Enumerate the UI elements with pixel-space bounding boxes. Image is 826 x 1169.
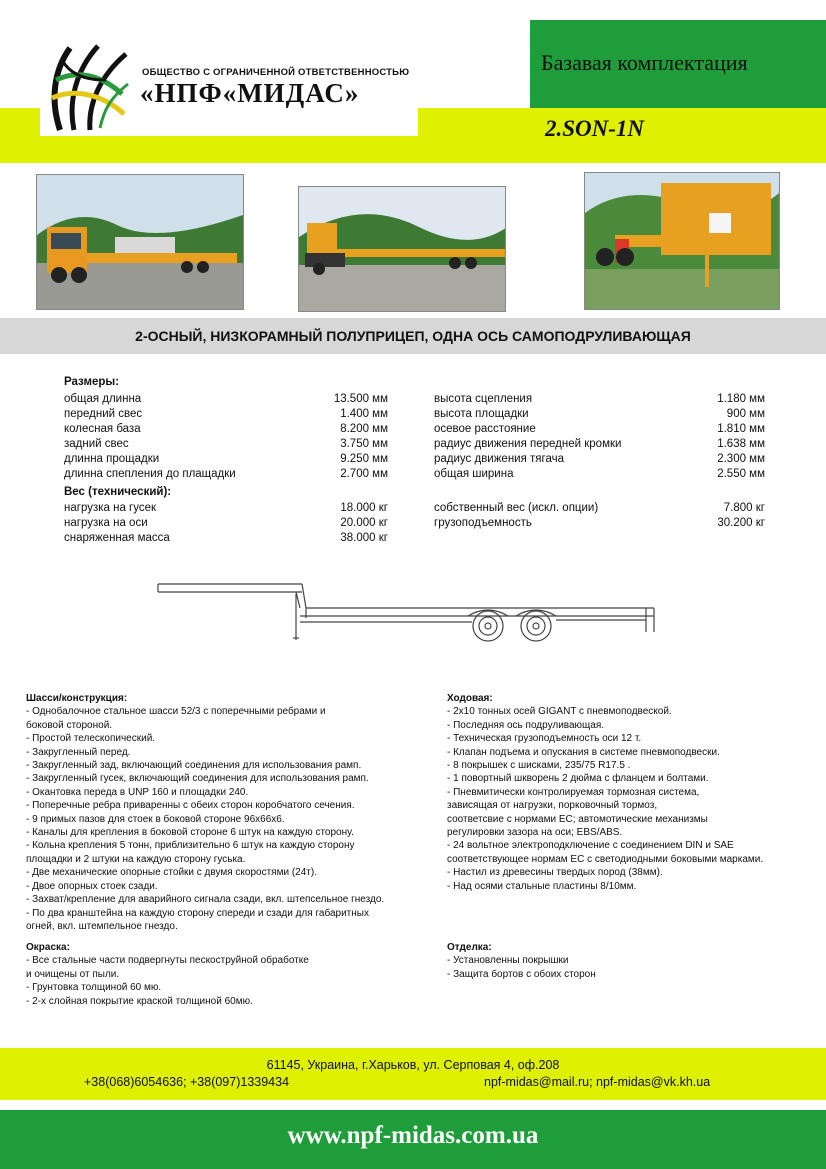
- running-gear-line: - 1 повортный шкворень 2 дюйма с фланцем и болтами.: [447, 773, 709, 785]
- chassis-line: - Две механические опорные стойки с двумя скоростями (24т).: [26, 867, 317, 879]
- spec-value: 7.800 кг: [723, 502, 765, 514]
- chassis-line: - Кольна крепления 5 тонн, приблизительно 6 штук на каждую сторону: [26, 840, 355, 852]
- running-gear-line: - 8 покрышек с шисками, 235/75 R17.5 .: [447, 760, 631, 772]
- running-gear-line: - 24 вольтное электроподключение с соединением DIN и SAE: [447, 840, 734, 852]
- logo-subtitle: ОБЩЕСТВО С ОГРАНИЧЕННОЙ ОТВЕТСТВЕННОСТЬЮ: [142, 67, 410, 78]
- spec-label: передний свес: [64, 408, 143, 420]
- spec-label: длинна спепления до плащадки: [64, 468, 236, 480]
- finishing-section: [447, 941, 596, 981]
- spec-label: высота сцепления: [434, 393, 533, 405]
- running-gear-section: [447, 692, 763, 893]
- chassis-line: - Однобалочное стальное шасси 52/3 с поперечными ребрами и: [26, 706, 326, 718]
- spec-label: задний свес: [64, 438, 129, 450]
- spec-value: 2.300 мм: [717, 453, 765, 465]
- spec-value: 1.400 мм: [340, 408, 388, 420]
- chassis-line: - Каналы для крепления в боковой стороне 6 штук на каждую сторону.: [26, 827, 354, 839]
- trailer-drawing: [156, 578, 656, 646]
- footer-band: [0, 1048, 826, 1100]
- spec-value: 1.180 мм: [717, 393, 765, 405]
- dimensions-heading: Размеры:: [64, 376, 120, 388]
- chassis-heading: Шасси/конструкция:: [26, 693, 128, 704]
- spec-label: общая ширина: [434, 468, 514, 480]
- running-gear-line: - Клапан подъема и опускания в системе пневмоподвески.: [447, 746, 720, 758]
- spec-label: колесная база: [64, 423, 141, 435]
- spec-value: 900 мм: [726, 408, 765, 420]
- chassis-line: - Закругленный перед.: [26, 746, 131, 758]
- chassis-line: площадки и 2 штуки на каждую сторону гуська.: [26, 853, 246, 865]
- spec-value: 18.000 кг: [340, 502, 388, 514]
- spec-label: высота площадки: [434, 408, 529, 420]
- chassis-line: - Закругленный зад, включающий соединения для использования рамп.: [26, 760, 362, 772]
- chassis-line: - Простой телескопический.: [26, 733, 156, 745]
- spec-value: 38.000 кг: [340, 532, 388, 544]
- chassis-line: - Двое опорных стоек сзади.: [26, 880, 158, 892]
- painting-line: - Все стальные части подвергнуты пескоструйной обработке: [26, 955, 309, 967]
- spec-label: нагрузка на гусек: [64, 502, 157, 514]
- logo-company-name: «НПФ«МИДАС»: [140, 78, 360, 108]
- spec-label: осевое расстояние: [434, 423, 536, 435]
- painting-section: [26, 941, 309, 1008]
- spec-value: 1.638 мм: [717, 438, 765, 450]
- weight-heading: Вес (технический):: [64, 486, 172, 498]
- spec-value: 9.250 мм: [340, 453, 388, 465]
- page-heading: Базавая комплектация: [541, 50, 748, 75]
- spec-label: общая длинна: [64, 393, 142, 405]
- painting-line: - Грунтовка толщиной 60 мю.: [26, 982, 162, 994]
- company-phones: +38(068)6054636; +38(097)1339434: [84, 1075, 290, 1089]
- spec-value: 3.750 мм: [340, 438, 388, 450]
- spec-label: радиус движения передней кромки: [434, 438, 622, 450]
- chassis-line: боковой стороной.: [26, 719, 113, 731]
- chassis-line: - Поперечные ребра приваренны с обеих сторон коробчатого сечения.: [26, 800, 355, 812]
- running-gear-heading: Ходовая:: [447, 693, 493, 704]
- model-code: 2.SON-1N: [545, 116, 645, 141]
- running-gear-line: - 2х10 тонных осей GIGANT с пневмоподвеской.: [447, 706, 672, 718]
- chassis-line: - Захват/крепление для аварийного сигнала сзади, вкл. штепсельное гнездо.: [26, 894, 385, 906]
- painting-line: и очищены от пыли.: [26, 968, 120, 980]
- chassis-line: - По два кранштейна на каждую сторону спереди и сзади для габаритных: [26, 907, 369, 919]
- photo-trailer-rear: [584, 172, 780, 310]
- spec-label: грузоподъемность: [434, 517, 532, 529]
- chassis-line: огней, вкл. штемпельное гнездо.: [26, 920, 178, 932]
- painting-heading: Окраска:: [26, 942, 70, 953]
- spec-label: собственный вес (искл. опции): [434, 502, 599, 514]
- spec-value: 20.000 кг: [340, 517, 388, 529]
- product-subtitle: 2-ОСНЫЙ, НИЗКОРАМНЫЙ ПОЛУПРИЦЕП, ОДНА ОСЬ САМОПОДРУЛИВАЮЩАЯ: [135, 328, 691, 344]
- running-gear-line: - Настил из древесины твердых пород (38мм).: [447, 867, 663, 879]
- photo-trailer-side: [298, 186, 506, 312]
- spec-label: радиус движения тягача: [434, 453, 564, 465]
- company-emails[interactable]: npf-midas@mail.ru; npf-midas@vk.kh.ua: [484, 1075, 711, 1089]
- company-website-link[interactable]: www.npf-midas.com.ua: [287, 1122, 539, 1149]
- running-gear-line: - Пневмитически контролируемая тормозная система,: [447, 786, 700, 798]
- running-gear-line: соответсвие с нормами ЕС; автомотические механизмы: [447, 813, 708, 825]
- chassis-line: - 9 примых пазов для стоек в боковой стороне 96х66х6.: [26, 813, 285, 825]
- finishing-line: - Установленны покрышки: [447, 955, 569, 967]
- running-gear-line: зависящая от нагрузки, порковочный тормоз,: [447, 800, 658, 812]
- logo-emblem-icon: [40, 40, 136, 136]
- spec-label: снаряженная масса: [64, 532, 170, 544]
- running-gear-line: - Последняя ось подруливающая.: [447, 719, 605, 731]
- chassis-line: - Окантовка переда в UNP 160 и площадки 240.: [26, 786, 249, 798]
- running-gear-line: - Над осями стальные пластины 8/10мм.: [447, 880, 637, 892]
- spec-label: нагрузка на оси: [64, 517, 148, 529]
- spec-value: 30.200 кг: [717, 517, 765, 529]
- spec-label: длинна прощадки: [64, 453, 160, 465]
- finishing-line: - Защита бортов с обоих сторон: [447, 968, 596, 980]
- running-gear-line: - Техническая грузоподъемность оси 12 т.: [447, 733, 642, 745]
- spec-value: 2.550 мм: [717, 468, 765, 480]
- running-gear-line: регулировки зазора на оси; EBS/ABS.: [447, 827, 623, 839]
- running-gear-line: соответствующее нормам ЕС с светодиодными боковыми марками.: [447, 853, 764, 865]
- spec-value: 1.810 мм: [717, 423, 765, 435]
- photo-truck-with-trailer: [36, 174, 244, 310]
- spec-value: 13.500 мм: [333, 393, 388, 405]
- chassis-line: - Закругленный гусек, включающий соединения для использования рамп.: [26, 773, 369, 785]
- company-address: 61145, Украина, г.Харьков, ул. Серповая 4, оф.208: [266, 1058, 560, 1072]
- spec-value: 8.200 мм: [340, 423, 388, 435]
- spec-value: 2.700 мм: [340, 468, 388, 480]
- chassis-section: [26, 692, 384, 933]
- finishing-heading: Отделка:: [447, 942, 492, 953]
- painting-line: - 2-х слойная покрытие краской толщиной 60мю.: [26, 995, 253, 1007]
